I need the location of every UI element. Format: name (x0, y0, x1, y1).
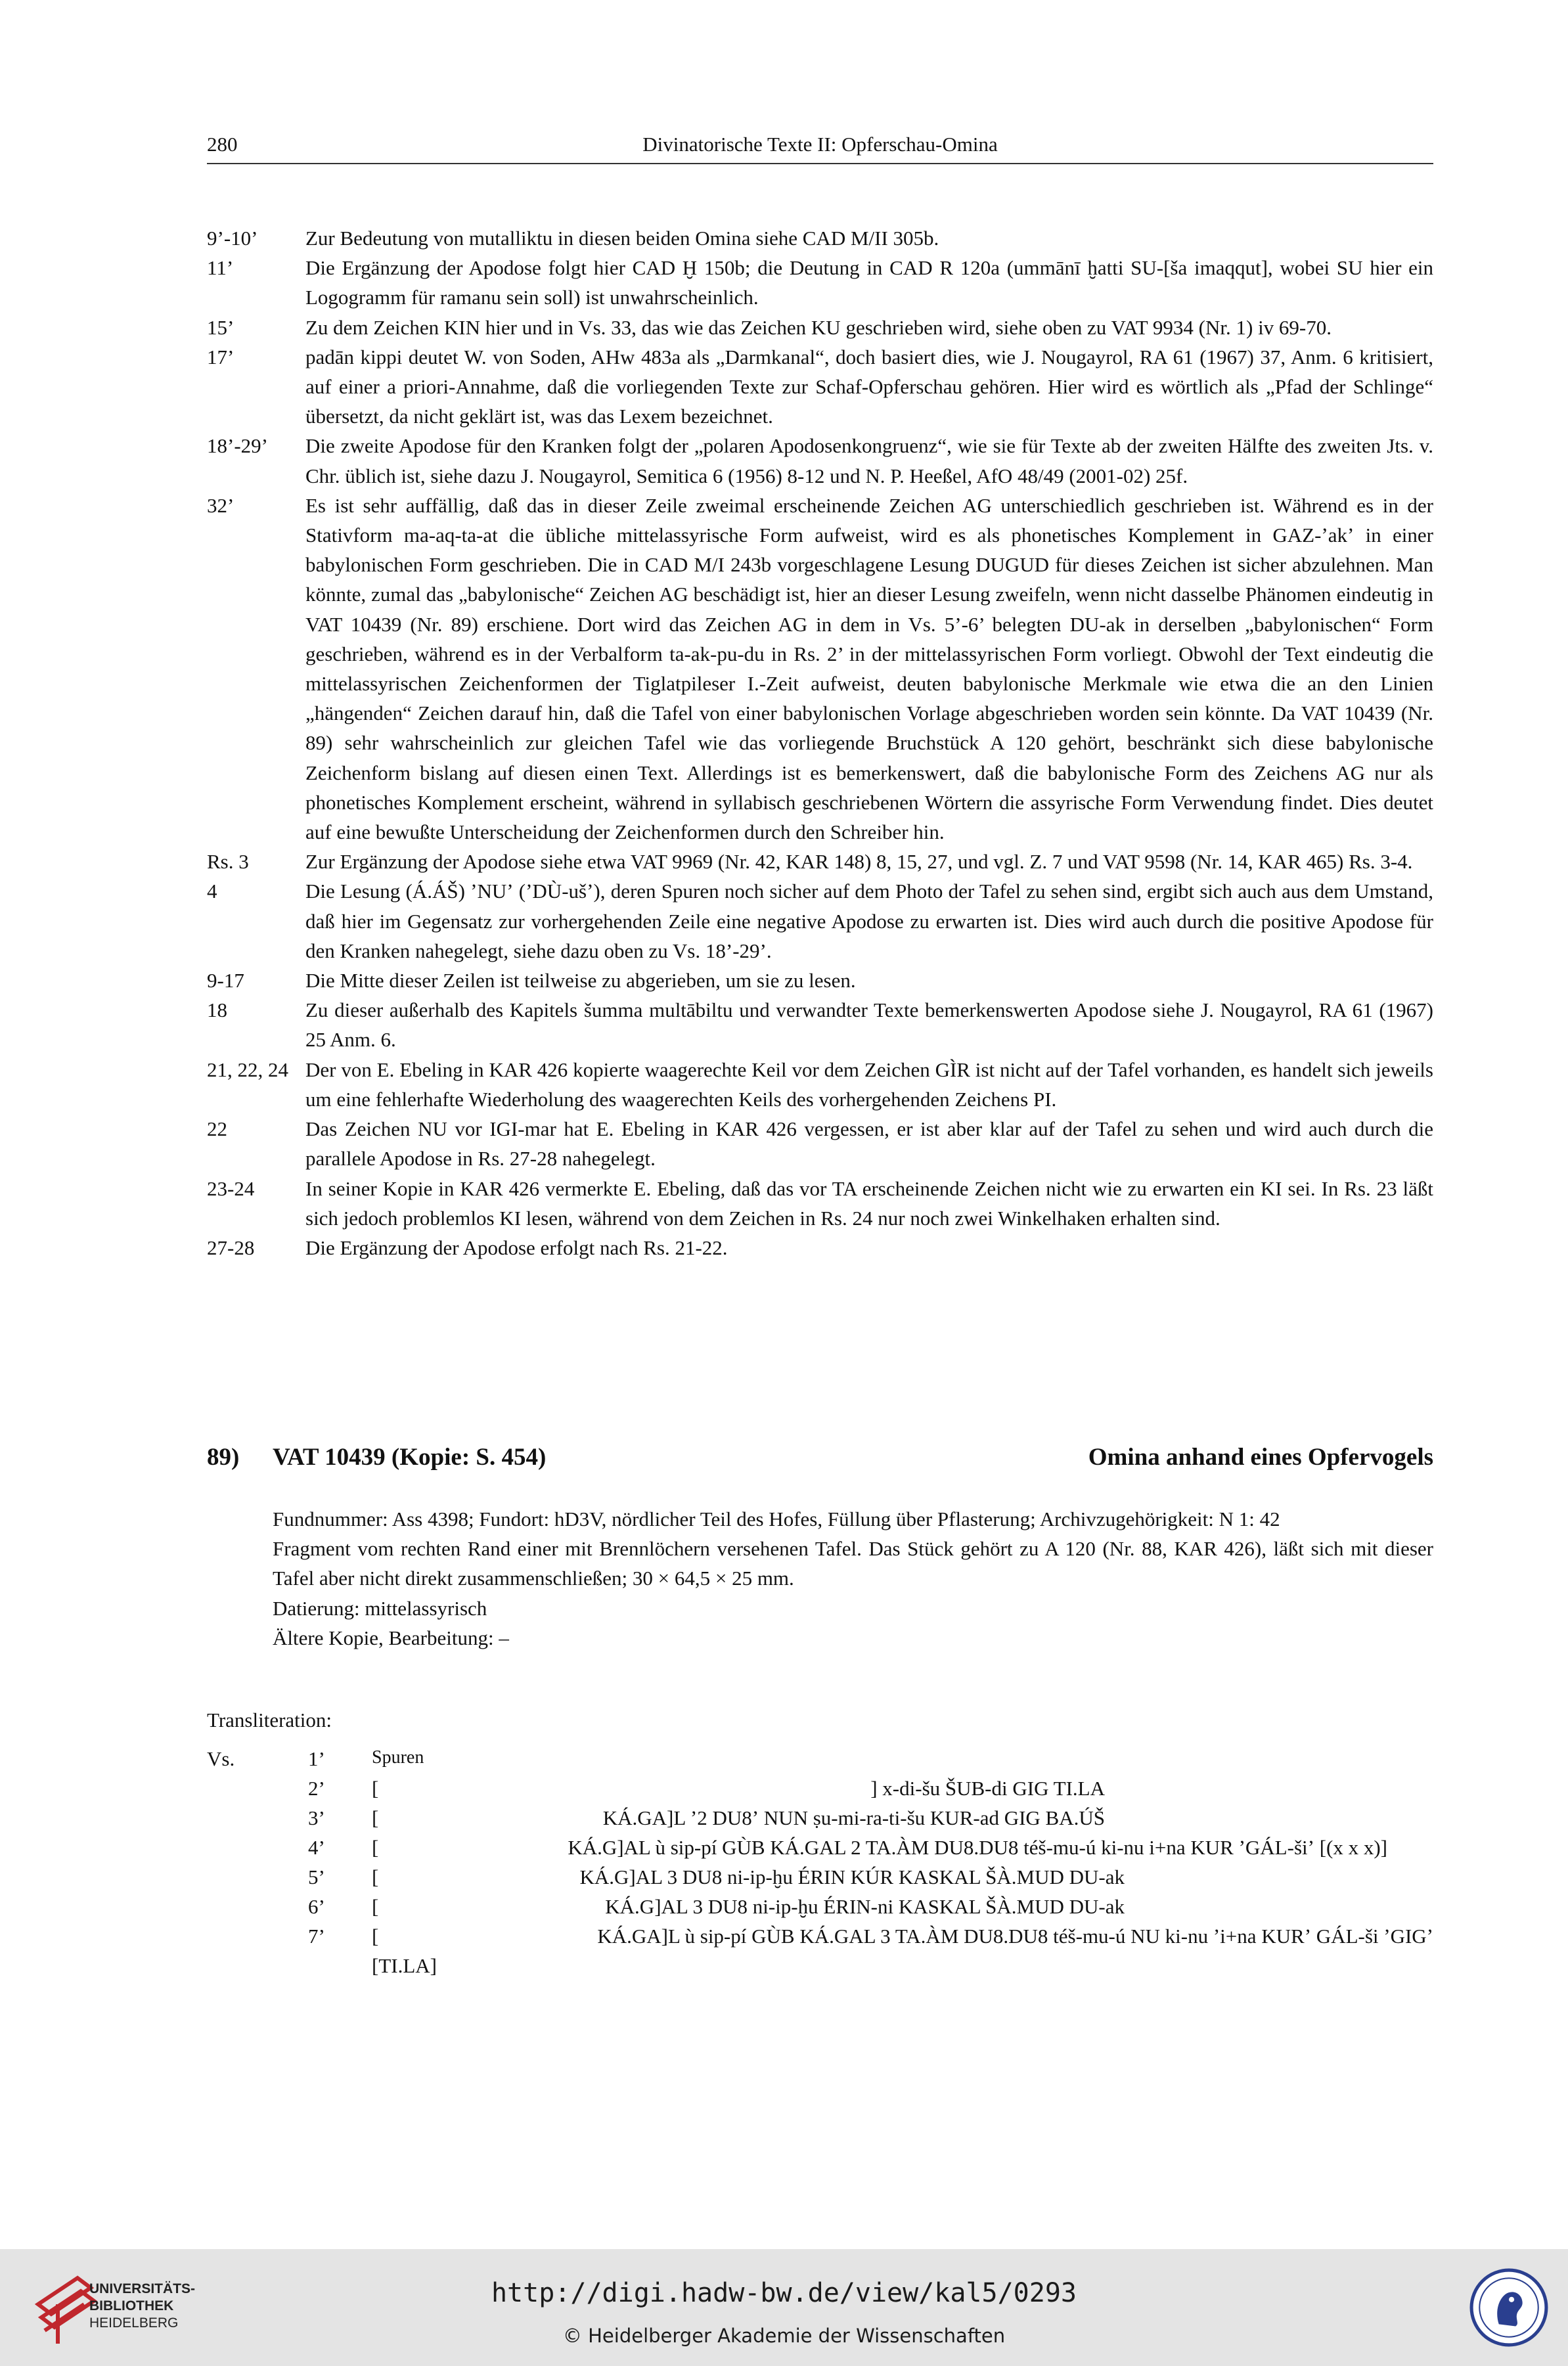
commentary-note (207, 253, 1433, 312)
note-ref: 4 (207, 880, 217, 903)
line-bracket: [ (372, 1806, 379, 1829)
note-ref: 11’ (207, 256, 234, 280)
running-header (207, 129, 1433, 164)
commentary-note (207, 966, 1433, 995)
line-text: KÁ.GA]L ʼ2 DU8ʼ NUN ṣu-mi-ra-ti-šu KUR-ad GIG BA.ÚŠ (602, 1806, 1105, 1829)
note-ref: 15’ (207, 315, 235, 339)
line-text: KÁ.GA]L ù sip-pí GÙB KÁ.GAL 3 TA.ÀM DU8.DU8 téš-mu-ú NU ki-nu ʼi+na KURʼ GÁL-ši ʼGIGʼ (597, 1925, 1433, 1948)
entry-number: 89) (207, 1444, 240, 1471)
digitization-footer (0, 2249, 1568, 2366)
note-ref: 9’-10’ (207, 227, 258, 250)
note-ref: 17’ (207, 345, 235, 368)
note-ref: 27-28 (207, 1236, 255, 1259)
line-number: 3’ (308, 1806, 325, 1829)
note-ref: Rs. 3 (207, 850, 249, 874)
commentary-note (207, 431, 1433, 490)
line-continuation: [TI.LA] (372, 1954, 437, 1977)
note-text: Die Ergänzung der Apodose erfolgt nach Rs. 21-22. (305, 1236, 728, 1259)
transliteration-line (207, 1865, 1433, 1895)
commentary-note (207, 995, 1433, 1054)
permalink-url[interactable]: http://digi.hadw-bw.de/view/kal5/0293 (491, 2278, 1077, 2308)
note-ref: 18 (207, 998, 227, 1022)
line-bracket: [ (372, 1836, 379, 1859)
line-number: 7’ (308, 1925, 325, 1948)
commentary-note (207, 1114, 1433, 1173)
fragment-description: Fragment vom rechten Rand einer mit Brennlöchern versehenen Tafel. Das Stück gehört zu A 120 (Nr. 88, KAR 426), läßt sich mit dieser Tafel aber nicht direkt zusammenschließen; 30 × 64,5 × 25 mm. (273, 1537, 1433, 1590)
running-title: Divinatorische Texte II: Opferschau-Omina (642, 133, 998, 156)
note-ref: 21, 22, 24 (207, 1058, 288, 1081)
note-ref: 18’-29’ (207, 434, 268, 458)
library-name-line: HEIDELBERG (89, 2315, 179, 2331)
commentary-note (207, 1174, 1433, 1233)
line-text: KÁ.G]AL ù sip-pí GÙB KÁ.GAL 2 TA.ÀM DU8.DU8 téš-mu-ú ki-nu i+na KUR ʼGÁL-šiʼ [(x x x)] (568, 1836, 1387, 1859)
transliteration-line (207, 1925, 1433, 1954)
line-number: 2’ (308, 1777, 325, 1800)
transliteration-line (207, 1747, 1433, 1777)
line-number: 1’ (308, 1747, 325, 1770)
line-bracket: [ (372, 1777, 379, 1800)
line-bracket: [ (372, 1865, 379, 1888)
transliteration-label: Transliteration: (207, 1708, 332, 1731)
line-bracket: [ (372, 1925, 379, 1948)
note-text: Die zweite Apodose für den Kranken folgt der „polaren Apodosenkongruenz“, wie sie für Texte ab der zweiten Hälfte des zweiten Jts. v. Chr. üblich ist, siehe dazu J. Nougayrol, Semitica 6 (1956) 8-12 und N. P. Heeßel, AfO 48/49 (2001-02) 25f. (305, 434, 1433, 487)
transliteration-line (207, 1777, 1433, 1806)
note-text: Zur Ergänzung der Apodose siehe etwa VAT 9969 (Nr. 42, KAR 148) 8, 15, 27, und vgl. Z. 7 und VAT 9598 (Nr. 14, KAR 465) Rs. 3-4. (305, 850, 1413, 874)
commentary-note (207, 847, 1433, 876)
note-text: Die Ergänzung der Apodose folgt hier CAD Ḫ 150b; die Deutung in CAD R 120a (ummānī ḫatti SU-[ša imaqqut], wobei SU hier ein Logogramm für ramanu sein soll) ist unwahrscheinlich. (305, 256, 1433, 309)
note-ref: 9-17 (207, 969, 244, 993)
commentary-note (207, 1233, 1433, 1262)
note-text: Es ist sehr auffällig, daß das in dieser Zeile zweimal erscheinende Zeichen AG unterschiedlich geschrieben ist. Während es in der Stativform ma-aq-ta-at die übliche mittelassyrische Form aufweist, wird es als phonetisches Komplement in GAZ-ʼakʼ in einer babylonischen Form geschrieben. Die in CAD M/I 243b vorgeschlagene Lesung DUGUD für dieses Zeichen ist sicher abzulehnen. Man könnte, zumal das „babylonische“ Zeichen AG beschädigt ist, hier an dieser Lesung zweifeln, wenn nicht dasselbe Phänomen eindeutig in VAT 10439 (Nr. 89) erschiene. Dort wird das Zeichen AG in dem in Vs. 5’-6’ belegten DU-ak in derselben „babylonischen“ Form geschrieben, während es in der Verbalform ta-ak-pu-du in Rs. 2’ in der mittelassyrischen Form vorliegt. Obwohl der Text eindeutig die mittelassyrischen Zeichenformen der Tiglatpileser I.-Zeit aufweist, deuten babylonische Merkmale wie etwa die an den Linien „hängenden“ Zeichen darauf hin, daß die Tafel von einer babylonischen Vorlage abgeschrieben worden sein könnte. Da VAT 10439 (Nr. 89) sehr wahrscheinlich zur gleichen Tafel wie das vorliegende Bruchstück A 120 gehört, beschränkt sich diese babylonische Zeichenform bislang auf diesen einen Text. Allerdings ist es bemerkenswert, daß die babylonische Form des Zeichens AG nur als phonetisches Komplement erscheint, während in syllabisch geschriebenen Wörtern die assyrische Form Verwendung findet. Dies deutet auf eine bewußte Unterscheidung der Zeichenformen durch den Schreiber hin. (305, 493, 1433, 844)
note-text: Das Zeichen NU vor IGI-mar hat E. Ebeling in KAR 426 vergessen, er ist aber klar auf der Tafel zu sehen und wird auch durch die parallele Apodose in Rs. 27-28 nahegelegt. (305, 1117, 1433, 1171)
transliteration-line (207, 1836, 1433, 1865)
commentary-section (207, 223, 1433, 1262)
note-text: Die Mitte dieser Zeilen ist teilweise zu abgerieben, um sie zu lesen. (305, 969, 856, 993)
line-text: ] x-di-šu ŠUB-di GIG TI.LA (870, 1777, 1105, 1800)
note-text: In seiner Kopie in KAR 426 vermerkte E. Ebeling, daß das vor TA erscheinende Zeichen nicht wie zu erwarten ein KI sei. In Rs. 23 läßt sich jedoch problemlos KI lesen, während von dem Zeichen in Rs. 24 nur noch zwei Winkelhaken erhalten sind. (305, 1176, 1433, 1230)
library-name-line: UNIVERSITÄTS- (89, 2281, 196, 2296)
dating: Datierung: mittelassyrisch (273, 1596, 487, 1620)
page-number: 280 (207, 133, 238, 156)
tablet-side: Vs. (207, 1747, 235, 1770)
entry-subject: Omina anhand eines Opfervogels (1088, 1444, 1433, 1471)
line-number: 5’ (308, 1865, 325, 1888)
commentary-note (207, 342, 1433, 432)
line-text: KÁ.G]AL 3 DU8 ni-ip-ḫu ÉRIN-ni KASKAL ŠÀ.MUD DU-ak (605, 1895, 1125, 1918)
note-text: Die Lesung (Á.ÁŠ) ʼNUʼ (ʼDÙ-ušʼ), deren Spuren noch sicher auf dem Photo der Tafel zu sehen sind, ergibt sich auch aus dem Umstand, daß hier im Gegensatz zur vorhergehenden Zeile eine negative Apodose zu erwarten ist. Dies wird auch durch die positive Apodose für den Kranken nahegelegt, siehe dazu oben zu Vs. 18’-29’. (305, 880, 1433, 962)
find-number: Fundnummer: Ass 4398; Fundort: hD3V, nördlicher Teil des Hofes, Füllung über Pflasterung; Archivzugehörigkeit: N 1: 42 (273, 1507, 1280, 1530)
transliteration-table (207, 1747, 1433, 1984)
note-text: padān kippi deutet W. von Soden, AHw 483a als „Darmkanal“, doch basiert dies, wie J. Nougayrol, RA 61 (1967) 37, Anm. 6 kritisiert, auf einer a priori-Annahme, daß die vorliegenden Texte zur Schaf-Opferschau gehören. Hier wird es wörtlich als „Pfad der Schlinge“ übersetzt, da nicht geklärt ist, was das Lexem bezeichnet. (305, 345, 1433, 428)
line-number: 6’ (308, 1895, 325, 1918)
copyright-notice: © Heidelberger Akademie der Wissenschaften (562, 2325, 1006, 2347)
note-text: Zu dem Zeichen KIN hier und in Vs. 33, das wie das Zeichen KU geschrieben wird, siehe oben zu VAT 9934 (Nr. 1) iv 69-70. (305, 315, 1332, 339)
line-number: 4’ (308, 1836, 325, 1859)
entry-heading (207, 1443, 1433, 1476)
note-ref: 22 (207, 1117, 227, 1141)
commentary-note (207, 1055, 1433, 1114)
note-text: Zur Bedeutung von mutalliktu in diesen beiden Omina siehe CAD M/II 305b. (305, 227, 939, 250)
entry-title: VAT 10439 (Kopie: S. 454) (273, 1444, 547, 1471)
line-text: KÁ.G]AL 3 DU8 ni-ip-ḫu ÉRIN KÚR KASKAL ŠÀ.MUD DU-ak (579, 1865, 1125, 1888)
commentary-note (207, 313, 1433, 342)
note-text: Der von E. Ebeling in KAR 426 kopierte waagerechte Keil vor dem Zeichen GÌR ist nicht auf der Tafel vorhanden, es handelt sich jeweils um eine fehlerhafte Wiederholung des waagerechten Keils des vorhergehenden Zeichens PI. (305, 1058, 1433, 1111)
transliteration-line (207, 1954, 1433, 1984)
line-note: Spuren (372, 1747, 424, 1768)
note-ref: 32’ (207, 493, 235, 517)
commentary-note (207, 491, 1433, 847)
object-description (273, 1504, 1433, 1653)
academy-seal-icon (1469, 2267, 1549, 2348)
older-copy: Ältere Kopie, Bearbeitung: – (273, 1626, 509, 1649)
commentary-note (207, 876, 1433, 966)
library-name-line: BIBLIOTHEK (89, 2298, 174, 2313)
line-bracket: [ (372, 1895, 379, 1918)
transliteration-line (207, 1806, 1433, 1836)
commentary-note (207, 223, 1433, 253)
transliteration-line (207, 1895, 1433, 1925)
note-text: Zu dieser außerhalb des Kapitels šumma multābiltu und verwandter Texte bemerkenswerten Apodose siehe J. Nougayrol, RA 61 (1967) 25 Anm. 6. (305, 998, 1433, 1052)
note-ref: 23-24 (207, 1176, 255, 1200)
